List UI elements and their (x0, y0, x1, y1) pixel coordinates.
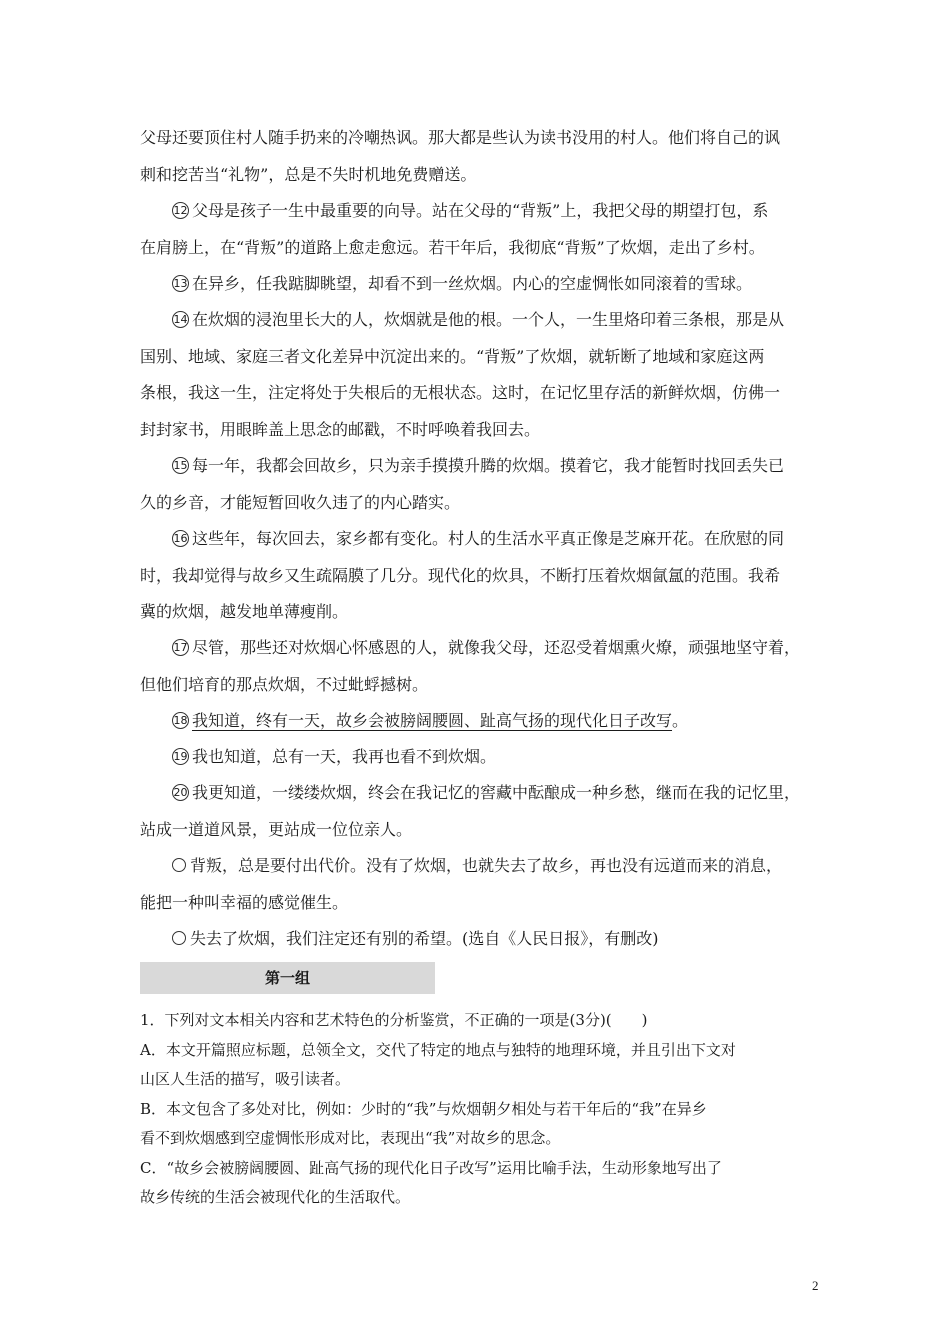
text-line: 能把一种叫幸福的感觉催生。 (140, 892, 349, 912)
text-line: 父母还要顶住村人随手扔来的冷嘲热讽。那大都是些认为读书没用的村人。他们将自己的讽 (140, 128, 781, 147)
text-line: 冀的炊烟，越发地单薄瘦削。 (140, 602, 349, 621)
group-heading: 第一组 (140, 962, 435, 994)
option-c-line: C．“故乡会被膀阔腰圆、趾高气扬的现代化日子改写”运用比喻手法，生动形象地写出了 (140, 1158, 722, 1177)
text-line: 但他们培育的那点炊烟，不过蚍蜉撼树。 (140, 674, 429, 694)
paragraph-19 (140, 739, 830, 776)
paragraph-13 (140, 266, 830, 303)
ring-marker-icon (172, 931, 186, 945)
text-line: 刺和挖苦当“礼物”，总是不失时机地免费赠送。 (140, 164, 477, 184)
paragraph-17 (140, 630, 830, 703)
text-line: 国别、地域、家庭三者文化差异中沉淀出来的。“背叛”了炊烟，就斩断了地域和家庭这两 (140, 346, 765, 366)
text-line: 封封家书，用眼眸盖上思念的邮戳，不时呼唤着我回去。 (140, 419, 541, 439)
paragraph-18 (140, 703, 830, 740)
text-line: 站成一道道风景，更站成一位位亲人。 (140, 819, 413, 839)
underlined-sentence: 我知道，终有一天，故乡会被膀阔腰圆、趾高气扬的现代化日子改写 (192, 711, 673, 730)
option-b-line: 看不到炊烟感到空虚惆怅形成对比，表现出“我”对故乡的思念。 (140, 1129, 561, 1147)
paragraph-ring-2 (140, 921, 830, 958)
paragraph-number: 12 (173, 204, 188, 217)
question-1 (140, 1006, 830, 1213)
paragraph-number: 15 (173, 459, 188, 472)
paragraph-number: 18 (173, 714, 188, 727)
paragraph-number: 20 (173, 786, 188, 799)
ring-marker-icon (172, 858, 186, 872)
paragraph-16 (140, 521, 830, 631)
text-line: 失去了炊烟，我们注定还有别的希望。(选自《人民日报》，有删改) (190, 929, 659, 948)
text-line: 时，我却觉得与故乡又生疏隔膜了几分。现代化的炊具，不断打压着炊烟氤氲的范围。我希 (140, 565, 781, 585)
text-line: 在肩膀上，在“背叛”的道路上愈走愈远。若干年后，我彻底“背叛”了炊烟，走出了乡村。 (140, 237, 765, 257)
paragraph (140, 120, 830, 193)
paragraph-number: 19 (173, 750, 188, 763)
option-a-line: 山区人生活的描写，吸引读者。 (140, 1070, 351, 1088)
paragraph-number: 13 (173, 277, 188, 290)
text-line: 条根，我这一生，注定将处于失根后的无根状态。这时，在记忆里存活的新鲜炊烟，仿佛一 (140, 383, 781, 402)
text-line: 我更知道，一缕缕炊烟，终会在我记忆的窖藏中酝酿成一种乡愁，继而在我的记忆里， (192, 783, 801, 802)
text-line: 在炊烟的浸泡里长大的人，炊烟就是他的根。一个人，一生里烙印着三条根，那是从 (192, 310, 785, 329)
text-line: 尽管，那些还对炊烟心怀感恩的人，就像我父母，还忍受着烟熏火燎，顽强地坚守着， (192, 638, 801, 657)
text-line: 久的乡音，才能短暂回收久违了的内心踏实。 (140, 492, 461, 512)
text-line: 在异乡，任我踮脚眺望，却看不到一丝炊烟。内心的空虚惆怅如同滚着的雪球。 (192, 274, 753, 293)
text-line: 这些年，每次回去，家乡都有变化。村人的生活水平真正像是芝麻开花。在欣慰的同 (192, 529, 785, 548)
paragraph-number: 16 (173, 532, 188, 545)
text-line: 父母是孩子一生中最重要的向导。站在父母的“背叛”上，我把父母的期望打包，系 (192, 201, 769, 220)
paragraph-15 (140, 448, 830, 521)
paragraph-number: 17 (173, 641, 188, 654)
paragraph-ring-1 (140, 848, 830, 921)
paragraph-12 (140, 193, 830, 266)
option-a-line: A．本文开篇照应标题，总领全文，交代了特定的地点与独特的地理环境，并且引出下文对 (140, 1040, 736, 1059)
option-b-line: B．本文包含了多处对比，例如：少时的“我”与炊烟朝夕相处与若干年后的“我”在异乡 (140, 1099, 707, 1118)
paragraph-20 (140, 775, 830, 848)
paragraph-14 (140, 302, 830, 448)
text-line: 我也知道，总有一天，我再也看不到炊烟。 (192, 747, 497, 766)
paragraph-number: 14 (173, 313, 188, 326)
page-number: 2 (812, 1278, 819, 1293)
option-c-line: 故乡传统的生活会被现代化的生活取代。 (140, 1188, 411, 1206)
text-line: 每一年，我都会回故乡，只为亲手摸摸升腾的炊烟。摸着它，我才能暂时找回丢失已 (192, 456, 785, 475)
question-stem: 1．下列对文本相关内容和艺术特色的分析鉴赏，不正确的一项是(3分)( ) (140, 1011, 648, 1029)
text-line: 背叛，总是要付出代价。没有了炊烟，也就失去了故乡，再也没有远道而来的消息， (190, 856, 783, 875)
text-tail: 。 (672, 711, 689, 730)
